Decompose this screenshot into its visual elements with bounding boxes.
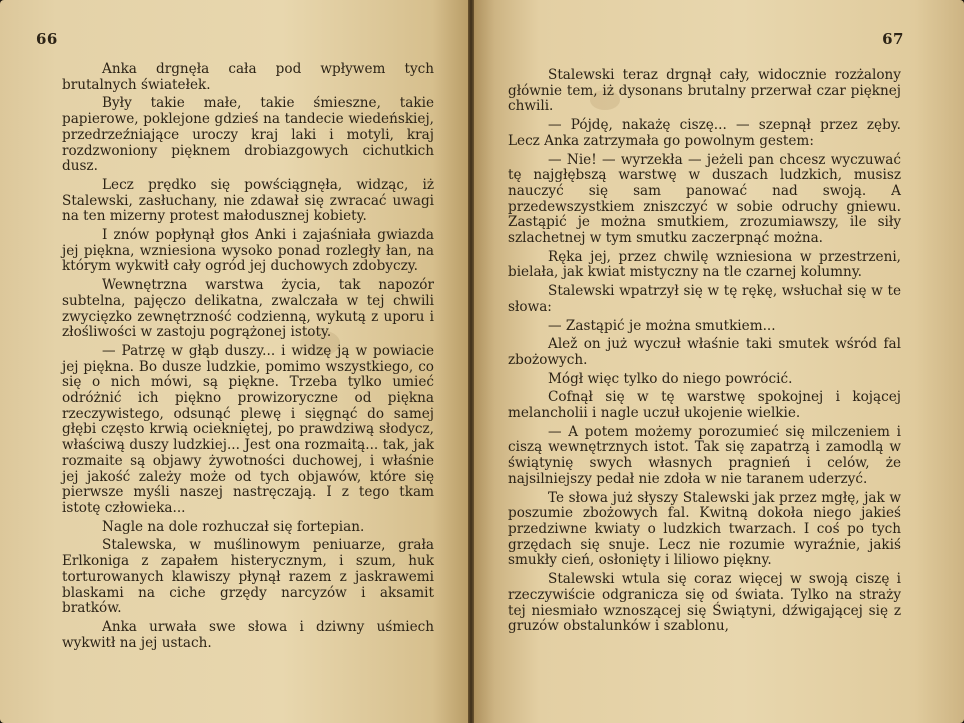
paragraph: Anka drgnęła cała pod wpływem tych brutalnych światełek. <box>62 61 434 93</box>
paragraph: Wewnętrzna warstwa życia, tak napozór subtelna, pajęczo delikatna, zwalczała w tej chwili zwycięzko zewnętrzność codzienną, wykutą z uporu i złośliwości w zastoju pogrążonej istoty. <box>62 277 434 341</box>
book-gutter <box>468 0 474 723</box>
paragraph: Alež on już wyczuł właśnie taki smutek wśród fal zbożowych. <box>508 336 901 368</box>
paragraph: Cofnął się w tę warstwę spokojnej i kojącej melancholii i nagle uczuł ukojenie wielkie. <box>508 389 901 422</box>
paragraph: Lecz prędko się powściągnęła, widząc, iż Stalewski, zasłuchany, nie zdawał się zwracać uwagi na ten mizerny protest małodusznej kobiety. <box>62 176 434 225</box>
paragraph: Anka urwała swe słowa i dziwny uśmiech wykwitł na jej ustach. <box>62 618 434 651</box>
right-page <box>470 0 964 723</box>
paragraph: — A potem możemy porozumieć się milczeniem i ciszą wewnętrznych istot. Tak się zapatrzą i zamodlą w świątynię swych własnych pragnień i celów, że najsilniejszy pedał nie zdoła w nie taranem uderzyć. <box>508 423 901 487</box>
paragraph: Były takie małe, takie śmieszne, takie papierowe, poklejone gdzieś na tandecie wiedeńskiej, przedrzeźniające uroczy kraj laki i motyli, kraj rozdzwoniony pięknem drobiazgowych cichutkich dusz. <box>62 95 434 175</box>
paragraph: Nagle na dole rozhuczał się fortepian. <box>102 518 365 535</box>
page-number-right: 67 <box>882 30 904 48</box>
paragraph: I znów popłynął głos Anki i zajaśniała gwiazda jej piękna, wzniesiona wysoko ponad rozległy łan, na którym wykwitł cały ogród jej duchowych zdobyczy. <box>62 227 434 275</box>
left-page-text <box>62 62 434 651</box>
right-page-text <box>508 68 901 635</box>
page-number-left: 66 <box>36 30 58 48</box>
paragraph: Stalewski wtula się coraz więcej w swoją ciszę i rzeczywiście odgranicza się od świata. Tylko na straży tej niesmiało wznoszącej się Świątyni, dźwigającej się z gruzów obstalunków i szablonu, <box>508 571 901 635</box>
paragraph: Stalewska, w muślinowym peniuarze, grała Erlkoniga z zapałem histerycznym, i szum, huk torturowanych klawiszy płynął razem z jaskrawemi blaskami na ciche grzędy narcyzów i aksamit bratków. <box>62 537 434 617</box>
paragraph: Stalewski teraz drgnął cały, widocznie rozżalony głównie tem, iż dysonans brutalny przerwał czar pięknej chwili. <box>508 67 901 115</box>
paragraph: Te słowa już słyszy Stalewski jak przez mgłę, jak w poszumie zbożowych fal. Kwitną dokoła niego jakieś przedziwne kwiaty o ludzkich twarzach. I coś po tych grzędach się snuje. Lecz nie rozumie wyraźnie, jakiś smukły cień, osłonięty i liliowo piękny. <box>508 489 901 569</box>
paragraph: Stalewski wpatrzył się w tę rękę, wsłuchał się w te słowa: <box>508 283 901 315</box>
paragraph: — Nie! — wyrzekła — jeżeli pan chcesz wyczuwać tę najgłębszą warstwę w duszach ludzkich, musisz nauczyć się sam panować nad swoją. A przedewszystkiem zniszczyć w sobie odruchy gniewu. Zastąpić je można smutkiem, zrozumiawszy, ile siły szlachetnej w tym smutku zaczerpnąć można. <box>508 151 901 247</box>
left-page <box>0 0 470 723</box>
paragraph: Ręka jej, przez chwilę wzniesiona w przestrzeni, bielała, jak kwiat mistyczny na tle czarnej kolumny. <box>508 248 901 281</box>
paragraph: — Pójdę, nakażę ciszę... — szepnął przez zęby. Lecz Anka zatrzymała go powolnym gestem: <box>508 117 901 149</box>
paragraph: Mógł więc tylko do niego powrócić. <box>548 370 793 387</box>
paragraph: — Patrzę w głąb duszy... i widzę ją w powiacie jej piękna. Bo dusze ludzkie, pomimo wszystkiego, co się o nich mówi, są piękne. Trzeba tylko umieć odróżnić ich piękno prowizoryczne od piękna rzeczywistego, odsunąć plewę i sięgnąć do samej głębi często krwią ociekniętej, po prawdziwą słodycz, właściwą duszy ludzkiej... Jest ona rozmaitą... tak, jak rozmaite są objawy żywotności duchowej, i właśnie jej jakość zależy może od tych objawów, które się pierwsze myśli naszej nastręczają. I z tego tkam istotę człowieka... <box>62 342 434 516</box>
paragraph: — Zastąpić je można smutkiem... <box>548 317 776 334</box>
